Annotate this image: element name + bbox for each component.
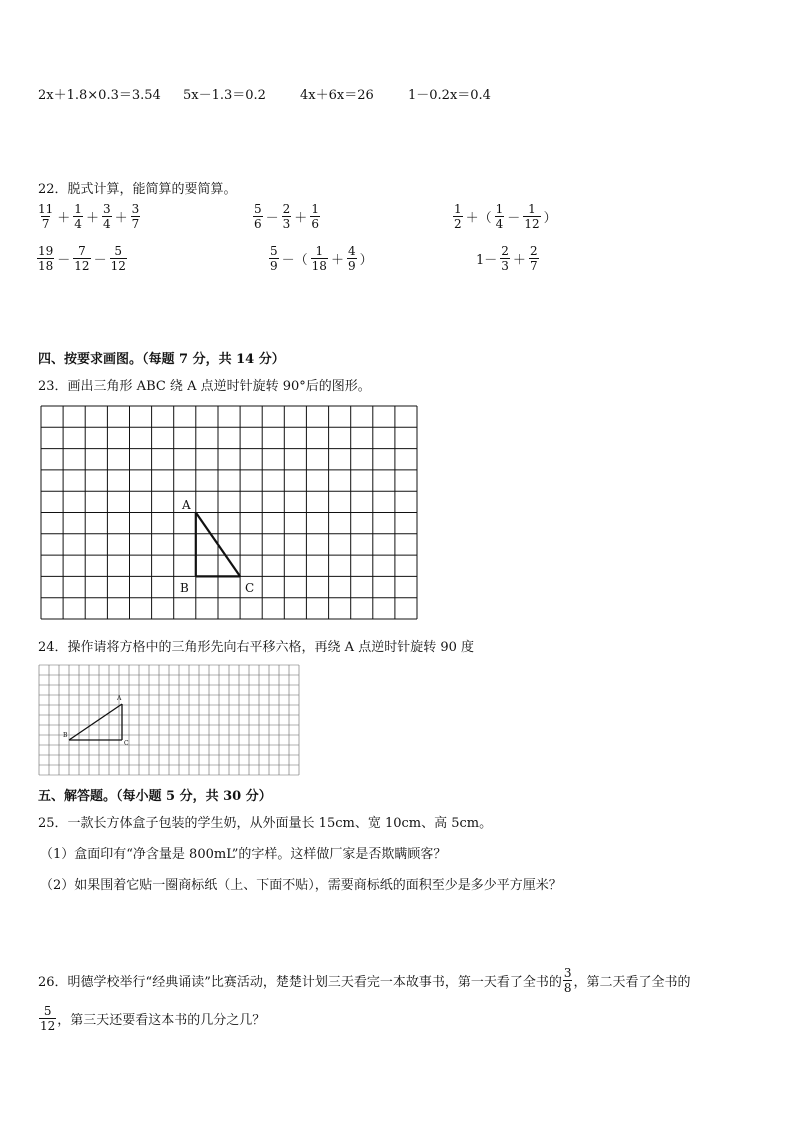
fraction: $\frac{3}{7}$ bbox=[131, 202, 140, 231]
fraction: $\frac{2}{3}$ bbox=[501, 244, 509, 273]
fraction: $\frac{1}{4}$ bbox=[495, 202, 504, 231]
fraction: $\frac{5}{9}$ bbox=[270, 244, 278, 273]
equation-3: 4x＋6x＝26 bbox=[300, 88, 374, 103]
expression-1: $\frac{11}{7}$ ＋ $\frac{1}{4}$ ＋ $\frac{3}{4}$ ＋ $\frac{3}{7}$ bbox=[38, 202, 140, 231]
fraction: $\frac{1}{6}$ bbox=[311, 202, 319, 231]
q26-line-1: 26．明德学校举行“经典诵读”比赛活动，楚楚计划三天看完一本故事书，第一天看了全书的 $\frac{3}{8}$ ，第二天看了全书的 bbox=[38, 966, 691, 995]
fraction: $\frac{4}{9}$ bbox=[347, 244, 356, 273]
expression-5: $\frac{5}{9}$ －（ $\frac{1}{18}$ ＋ $\frac{4}{9}$ ） bbox=[270, 244, 373, 273]
triangle-abc-small bbox=[69, 704, 122, 740]
equation-2: 5x－1.3＝0.2 bbox=[183, 88, 266, 103]
section-5-title: 五、解答题。（每小题 5 分，共 30 分） bbox=[38, 789, 272, 804]
fraction: $\frac{1}{4}$ bbox=[74, 202, 82, 231]
q24-title: 24．操作请将方格中的三角形先向右平移六格，再绕 A 点逆时针旋转 90 度 bbox=[38, 640, 475, 655]
q23-label-b: B bbox=[180, 581, 189, 595]
q23-label-a: A bbox=[182, 498, 191, 512]
fraction: $\frac{5}{12}$ bbox=[40, 1004, 56, 1033]
q26-line-2: $\frac{5}{12}$ ，第三天还要看这本书的几分之几？ bbox=[40, 1004, 266, 1033]
q25-part-1: （1）盒面印有“净含量是 800mL”的字样。这样做厂家是否欺瞒顾客？ bbox=[40, 847, 447, 862]
q24-label-a: A bbox=[117, 695, 122, 702]
expression-4: $\frac{19}{18}$ － $\frac{7}{12}$ － $\frac{5}{12}$ bbox=[38, 244, 126, 273]
q23-title: 23．画出三角形 ABC 绕 A 点逆时针旋转 90°后的图形。 bbox=[38, 379, 371, 394]
q24-grid bbox=[38, 664, 302, 778]
fraction: $\frac{1}{12}$ bbox=[524, 202, 540, 231]
q23-grid bbox=[40, 405, 420, 621]
fraction: $\frac{1}{2}$ bbox=[454, 202, 462, 231]
q24-label-b: B bbox=[63, 732, 68, 739]
expression-2: $\frac{5}{6}$ － $\frac{2}{3}$ ＋ $\frac{1}{6}$ bbox=[254, 202, 319, 231]
fraction: $\frac{3}{4}$ bbox=[102, 202, 111, 231]
q25-title: 25．一款长方体盒子包装的学生奶，从外面量长 15cm、宽 10cm、高 5cm。 bbox=[38, 816, 493, 831]
equation-1: 2x＋1.8×0.3＝3.54 bbox=[38, 88, 161, 103]
fraction: $\frac{1}{18}$ bbox=[311, 244, 327, 273]
equation-4: 1－0.2x＝0.4 bbox=[408, 88, 491, 103]
q22-title: 22．脱式计算，能简算的要简算。 bbox=[38, 182, 237, 197]
fraction: $\frac{5}{6}$ bbox=[254, 202, 262, 231]
fraction: $\frac{5}{12}$ bbox=[110, 244, 126, 273]
fraction: $\frac{19}{18}$ bbox=[38, 244, 54, 273]
expression-6: 1－ $\frac{2}{3}$ ＋ $\frac{2}{7}$ bbox=[476, 244, 538, 273]
expression-3: $\frac{1}{2}$ ＋（ $\frac{1}{4}$ － $\frac{1}{12}$ ） bbox=[454, 202, 557, 231]
fraction: $\frac{7}{12}$ bbox=[74, 244, 90, 273]
fraction: $\frac{11}{7}$ bbox=[38, 202, 54, 231]
q23-label-c: C bbox=[245, 581, 255, 595]
q24-label-c: C bbox=[124, 740, 129, 747]
q25-part-2: （2）如果围着它贴一圈商标纸（上、下面不贴），需要商标纸的面积至少是多少平方厘米？ bbox=[40, 878, 562, 893]
fraction: $\frac{2}{7}$ bbox=[529, 244, 538, 273]
fraction: $\frac{2}{3}$ bbox=[282, 202, 291, 231]
section-4-title: 四、按要求画图。（每题 7 分，共 14 分） bbox=[38, 352, 285, 367]
fraction: $\frac{3}{8}$ bbox=[563, 966, 572, 995]
